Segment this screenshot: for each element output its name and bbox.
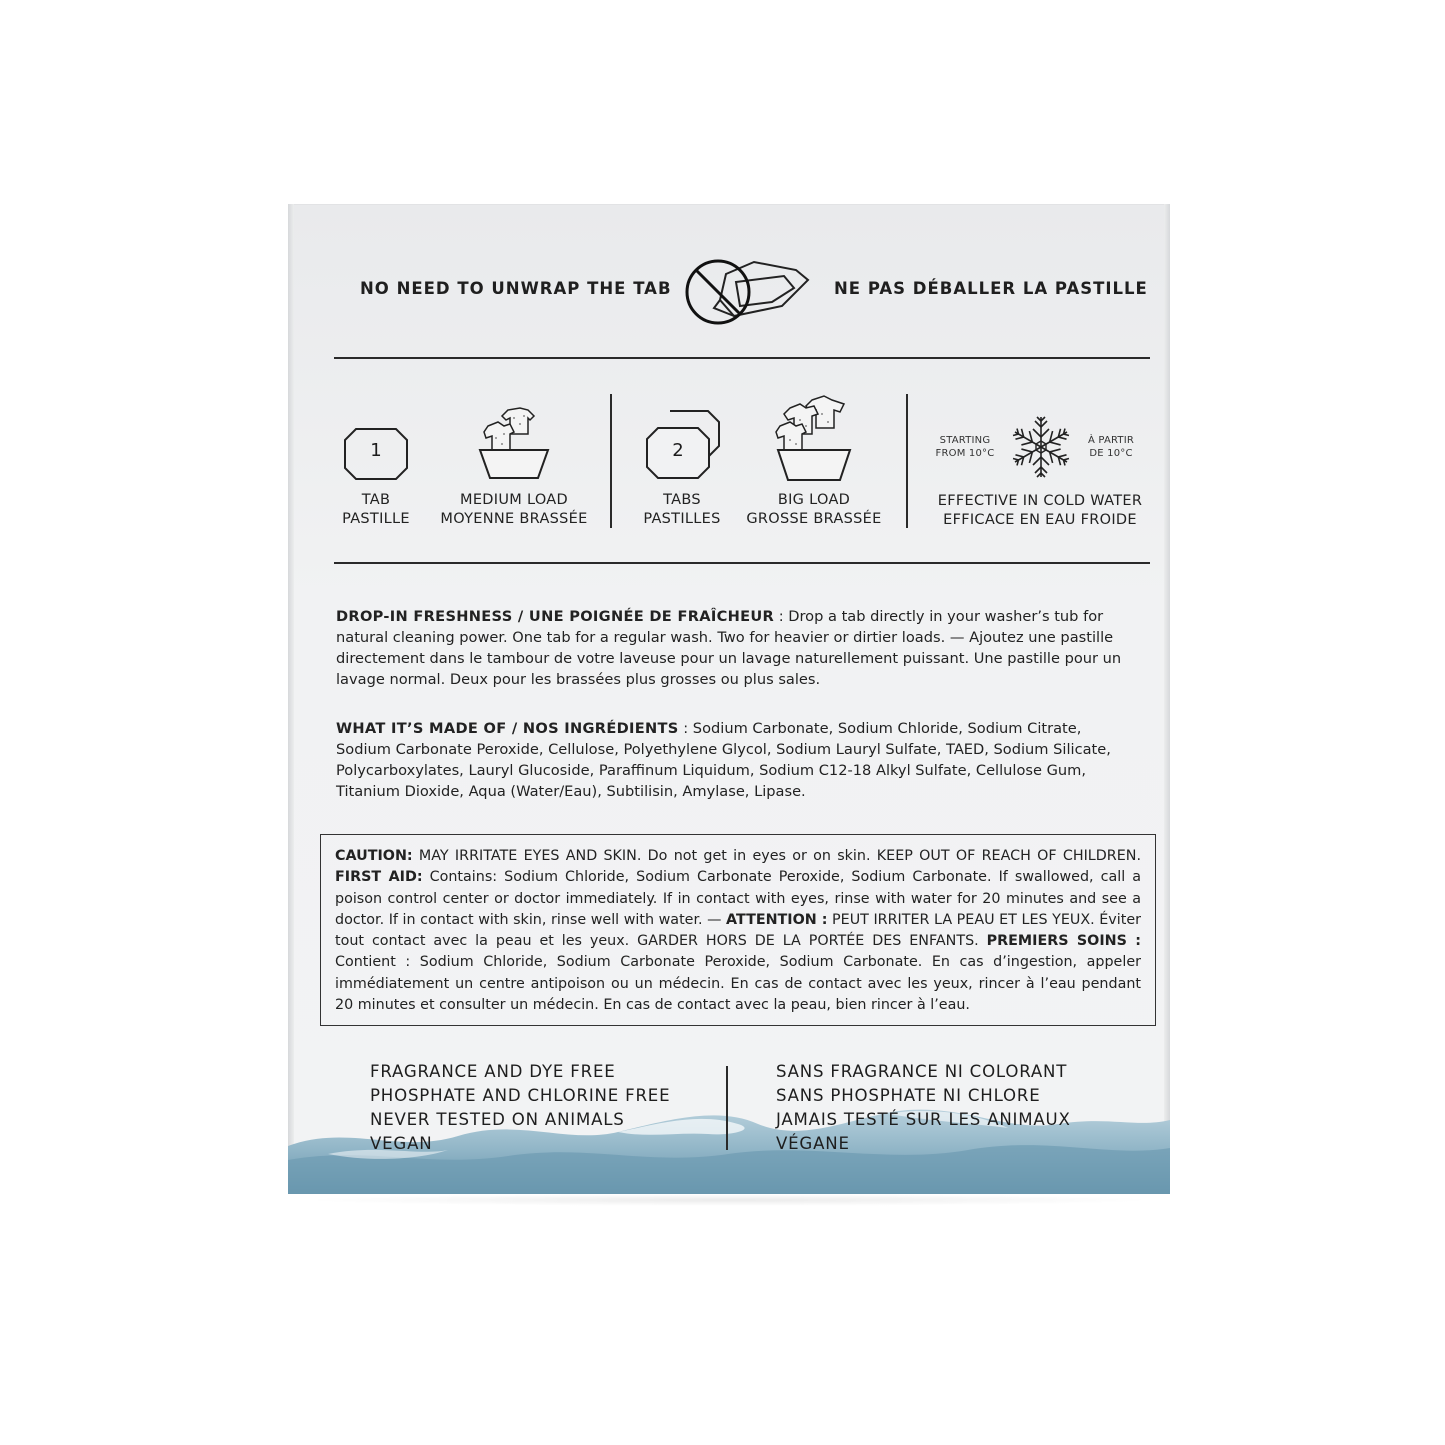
divider-vertical-2 [906, 394, 908, 528]
premiers-soins-text: Contient : Sodium Chloride, Sodium Carbonate Peroxide, Sodium Carbonate. En cas d’ingestion, appeler immédiatement un centre antipoison ou un médecin. En cas de contact avec les yeux, rincer à l’eau pendant 20 minutes et consulter un médecin. En cas de contact avec la peau, bien rincer à l’eau. [335, 954, 1141, 1014]
caution-box [320, 834, 1156, 1026]
ingredients-paragraph [336, 718, 1136, 802]
claims-divider [726, 1066, 728, 1150]
medium-load-basket-icon [474, 404, 554, 484]
panel-right-edge [1164, 204, 1170, 1194]
divider-top [334, 357, 1150, 359]
claim-en-1: FRAGRANCE AND DYE FREE [370, 1062, 616, 1081]
claim-fr-4: VÉGANE [776, 1134, 850, 1153]
caution-label: CAUTION: [335, 848, 413, 864]
divider-vertical-1 [610, 394, 612, 528]
ingredients-body: : Sodium Carbonate, Sodium Chloride, Sodium Citrate, Sodium Carbonate Peroxide, Cellulose, Polyethylene Glycol, Sodium Lauryl Sulfate, TAED, Sodium Silicate, Polycarboxylates, Lauryl Glucoside, Paraffinum Liquidum, Sodium C12-18 Alkyl Sulfate, Cellulose Gum, Titanium Dioxide, Aqua (Water/Eau), Subtilisin, Amylase, Lipase. [336, 720, 1111, 800]
no-unwrap-text-fr: NE PAS DÉBALLER LA PASTILLE [834, 279, 1148, 298]
big-load-label-en: BIG LOAD [777, 492, 851, 508]
claim-fr-1: SANS FRAGRANCE NI COLORANT [776, 1062, 1068, 1081]
claim-en-2: PHOSPHATE AND CHLORINE FREE [370, 1086, 671, 1105]
caution-text: MAY IRRITATE EYES AND SKIN. Do not get in eyes or on skin. KEEP OUT OF REACH OF CHILDREN. [412, 848, 1141, 864]
claim-en-3: NEVER TESTED ON ANIMALS [370, 1110, 625, 1129]
ingredients-heading: WHAT IT’S MADE OF / NOS INGRÉDIENTS [336, 720, 679, 737]
cold-water-label [920, 492, 1160, 530]
divider-middle [334, 562, 1150, 564]
single-tab-label-fr: PASTILLE [342, 511, 410, 527]
panel-left-edge [288, 204, 294, 1194]
big-load-label-fr: GROSSE BRASSÉE [746, 511, 882, 527]
attention-label: ATTENTION : [726, 911, 828, 928]
no-unwrap-icon [676, 252, 816, 332]
medium-load-label-fr: MOYENNE BRASSÉE [440, 511, 588, 527]
single-tab-number: 1 [370, 440, 382, 461]
cold-start-fr [1076, 434, 1146, 460]
first-aid-text: Contains: Sodium Chloride, Sodium Carbonate Peroxide, Sodium Carbonate. If swallowed, call a poison control center or doctor immediately. If in contact with eyes, rinse with water for 20 minutes and see a doctor. If in contact with skin, rinse well with water. — [335, 869, 1141, 928]
no-unwrap-text-en: NO NEED TO UNWRAP THE TAB [360, 279, 672, 298]
freshness-paragraph [336, 606, 1136, 690]
cold-start-en-line1: STARTING [939, 435, 991, 446]
attention-text: PEUT IRRITER LA PEAU ET LES YEUX. Éviter tout contact avec la peau et les yeux. GARDER HORS DE LA PORTÉE DES ENFANTS. [335, 911, 1142, 950]
medium-load-label [424, 491, 604, 529]
freshness-body: : Drop a tab directly in your washer’s tub for natural cleaning power. One tab for a regular wash. Two for heavier or dirtier loads. — Ajoutez une pastille directement dans le tambour de votre laveuse pour un lavage naturellement puissant. Une pastille pour un lavage normal. Deux pour les brassées plus grosses ou plus sales. [336, 608, 1122, 688]
double-tab-label-en: TABS [663, 492, 701, 508]
claim-en-4: VEGAN [370, 1134, 433, 1153]
cold-start-en [930, 434, 1000, 460]
cold-start-en-line2: FROM 10°C [935, 448, 995, 459]
double-tab-label-fr: PASTILLES [643, 511, 721, 527]
package-back-panel [288, 204, 1170, 1194]
cold-water-label-en: EFFECTIVE IN COLD WATER [937, 493, 1143, 509]
big-load-basket-icon [772, 394, 856, 484]
cold-water-label-fr: EFFICACE EN EAU FROIDE [943, 512, 1137, 528]
single-tab-label [314, 491, 438, 529]
claim-fr-2: SANS PHOSPHATE NI CHLORE [776, 1086, 1041, 1105]
single-tab-label-en: TAB [361, 492, 391, 508]
claims-english [370, 1060, 670, 1156]
box-shadow [300, 1194, 1158, 1206]
claims-french [776, 1060, 1071, 1156]
cold-start-fr-line1: À PARTIR [1087, 435, 1135, 446]
double-tab-number: 2 [672, 440, 684, 461]
medium-load-label-en: MEDIUM LOAD [460, 492, 568, 508]
freshness-heading: DROP-IN FRESHNESS / UNE POIGNÉE DE FRAÎCHEUR [336, 608, 775, 625]
cold-start-fr-line2: DE 10°C [1089, 448, 1133, 459]
claim-fr-3: JAMAIS TESTÉ SUR LES ANIMAUX [776, 1110, 1071, 1129]
snowflake-icon [1008, 414, 1074, 480]
premiers-soins-label: PREMIERS SOINS : [986, 933, 1141, 950]
first-aid-label: FIRST AID: [335, 869, 423, 886]
big-load-label [724, 491, 904, 529]
